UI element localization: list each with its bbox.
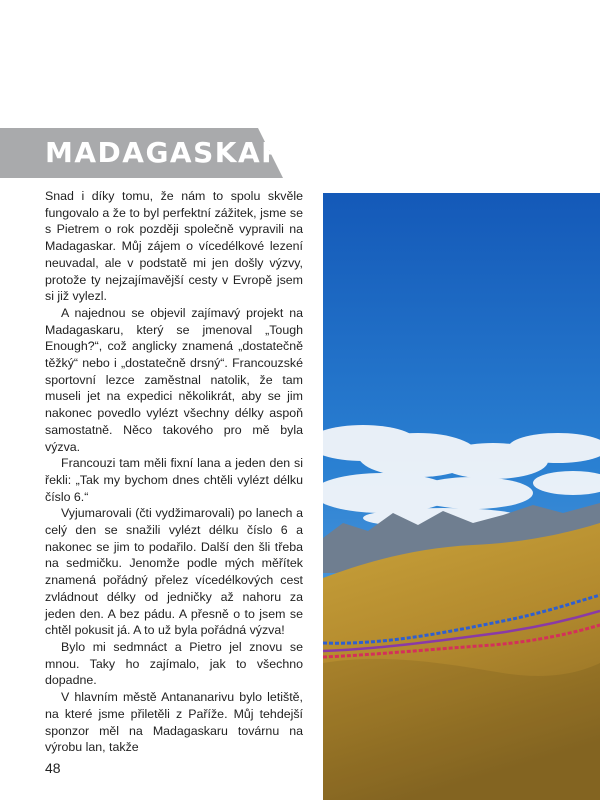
paragraph-1: Snad i díky tomu, že nám to spolu skvěle fungovalo a že to byl perfektní zážitek, jsme se s Pietrem o rok později společně vypravili na Madagaskar. Můj zájem o vícedélkové lezení neuvadal, ale v podstatě mi jen došly výzvy, protože ty nejzajímavější cesty v Evropě jsem si již vylezl. xyxy=(45,189,303,304)
paragraph-4: Vyjumarovali (čti vydžimarovali) po lanech a celý den se snažili vylézt délku číslo 6 a nakonec se jim to podařilo. Další den šli třeba na sedmičku. Jenomže podle mých měřítek znamená pořádný přelez vícedélkových cest zvládnout délky od jedničky až nahoru za jeden den. A bez pádu. A přesně o to jsem se chtěl pokusit já. A to už byla pořádná výzva! xyxy=(45,506,303,638)
page-number: 48 xyxy=(45,760,61,776)
paragraph-5: Bylo mi sedmnáct a Pietro jel znovu se mnou. Taky ho zajímalo, jak to všechno dopadne. xyxy=(45,639,303,688)
paragraph-2: A najednou se objevil zajímavý projekt na Madagaskaru, který se jmenoval „Tough Enough?“, což anglicky znamená „dostatečně těžký“ nebo i „dostatečně drsný“. Francouzské sportovní lezce zaměstnal natolik, že tam museli jet na expedici několikrát, aby se jim nakonec povedlo vylézt všechny délky aspoň samostatně. Něco takového pro mě byla výzva. xyxy=(45,305,303,454)
paragraph-3: Francouzi tam měli fixní lana a jeden den si řekli: „Tak my bychom dnes chtěli vylézt délku číslo 6.“ xyxy=(45,456,303,504)
photo-illustration xyxy=(323,193,600,800)
madagascar-climbing-photo xyxy=(323,193,600,800)
body-text-column xyxy=(45,188,303,756)
chapter-title: MADAGASKAR xyxy=(45,136,285,169)
rock-shadow xyxy=(323,659,600,800)
paragraph-6: V hlavním městě Antananarivu bylo letiště, na které jsme přiletěli z Paříže. Můj tehdejší sponzor měl na Madagaskaru továrnu na výrobu lan, takže xyxy=(45,690,303,755)
